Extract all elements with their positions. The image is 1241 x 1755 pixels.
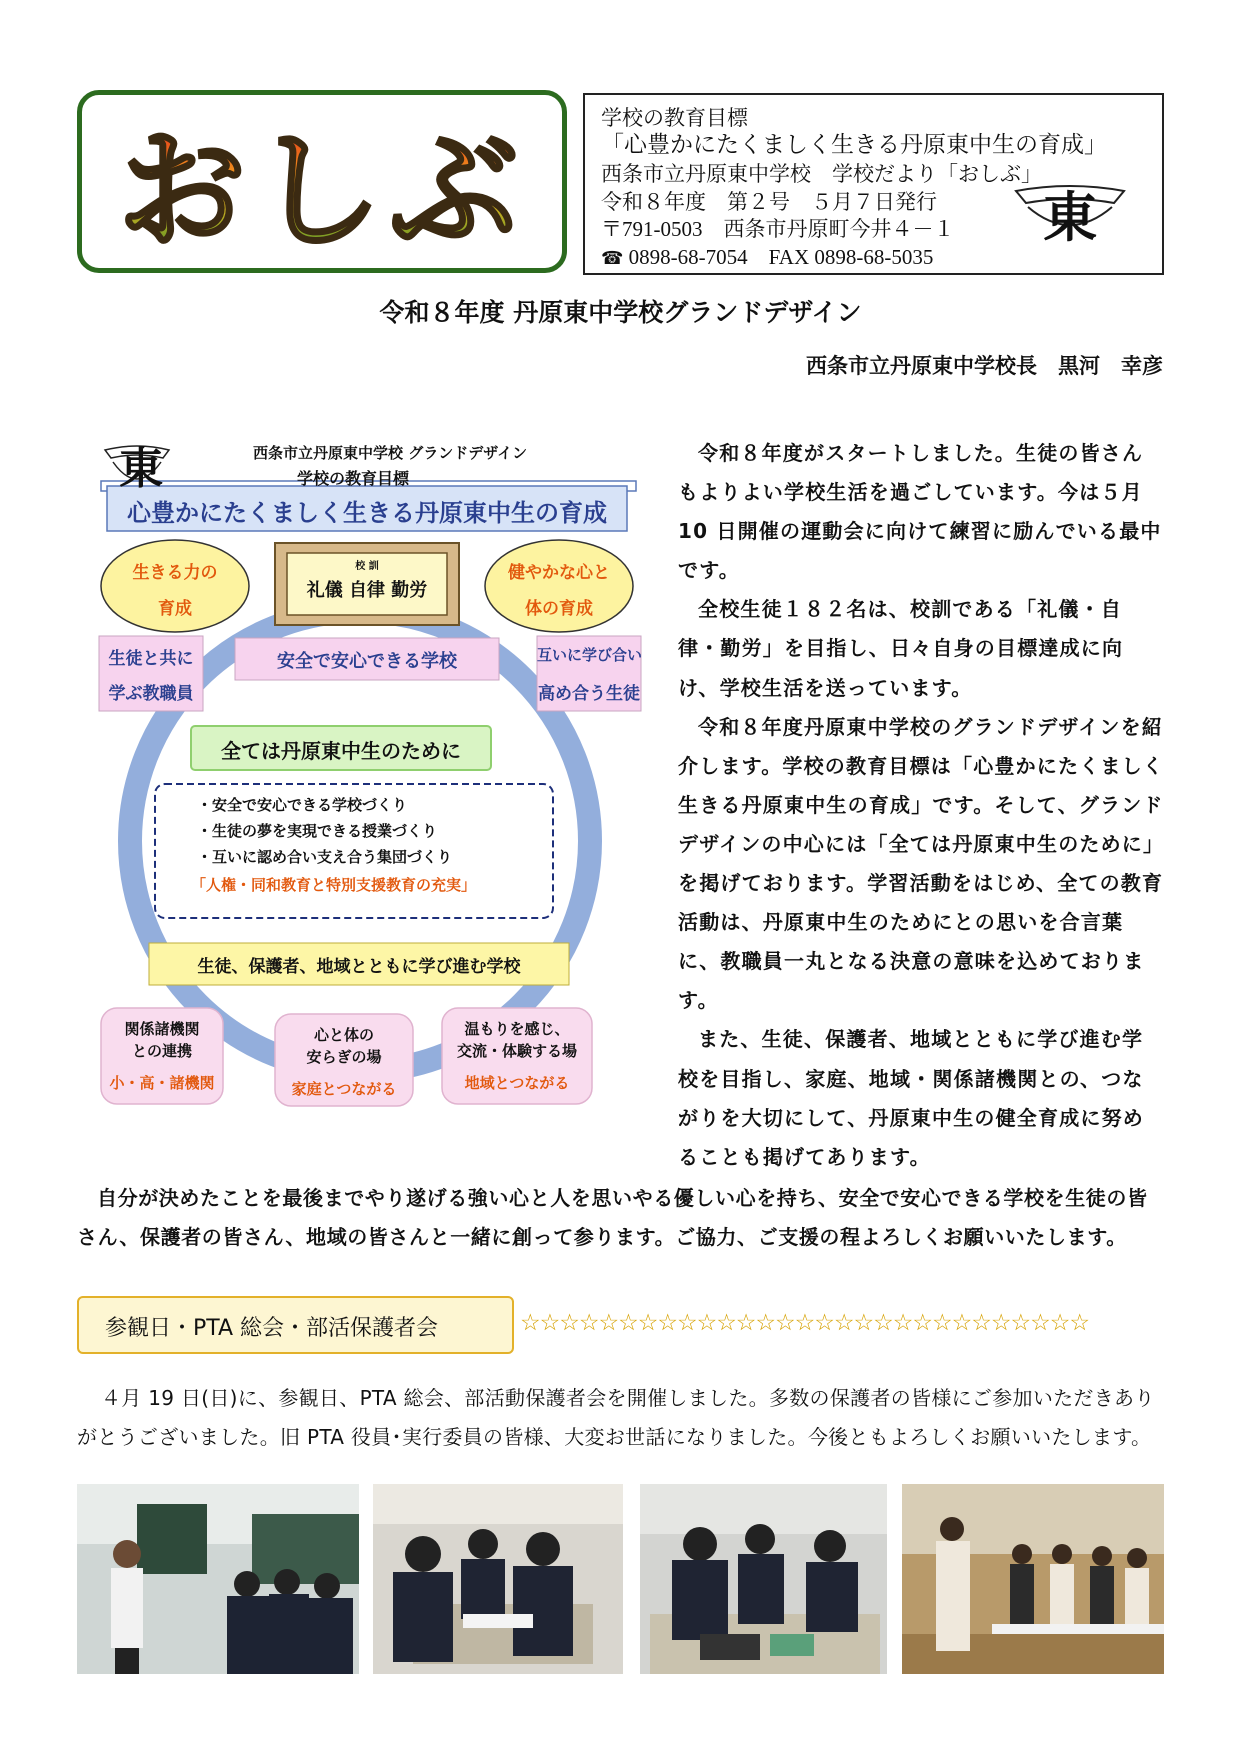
bottom-center-line1: 心と体の xyxy=(313,1026,374,1044)
bottom-center-line3: 家庭とつながる xyxy=(291,1080,397,1098)
photo-classroom-presentation xyxy=(77,1484,359,1674)
photo-gym-meeting xyxy=(902,1484,1164,1674)
article-author: 西条市立丹原東中学校長 黒河 幸彦 xyxy=(806,354,1163,378)
goal-text: 「心豊かにたくましく生きる丹原東中生の育成」 xyxy=(601,132,1107,157)
center-box: 安全で安心できる学校 xyxy=(277,651,457,672)
photo-laptop-lesson xyxy=(640,1484,887,1674)
bottom-left-line2: との連携 xyxy=(131,1042,192,1060)
bottom-left-line3: 小・高・諸機関 xyxy=(109,1074,215,1092)
goal-label: 学校の教育目標 xyxy=(601,106,748,130)
bottom-left-line1: 関係諸機関 xyxy=(124,1020,200,1038)
section-header-pta xyxy=(77,1296,514,1354)
contact-numbers: 0898-68-7054 FAX 0898-68-5035 xyxy=(628,245,934,269)
phone-icon: ☎ xyxy=(601,248,624,268)
article-headline: 令和８年度 丹原東中学校グランドデザイン xyxy=(379,298,862,327)
diagram-emblem-char: 東 xyxy=(119,443,163,494)
bottom-right-line1: 温もりを感じ、 xyxy=(464,1020,570,1038)
photo-group-discussion xyxy=(373,1484,623,1674)
newsletter-logo xyxy=(77,90,567,273)
star-divider: ☆☆☆☆☆☆☆☆☆☆☆☆☆☆☆☆☆☆☆☆☆☆☆☆☆☆☆☆☆ xyxy=(520,1310,1089,1336)
pta-paragraph: ４月 19 日(日)に、参観日、PTA 総会、部活動保護者会を開催しました。多数の保護者の皆様にご参加いただきありがとうございました。旧 PTA 役員･実行委員の皆様、大変お世話になりました。今後ともよろしくお願いいたします。 xyxy=(77,1386,1155,1449)
list-item-1: ・安全で安心できる学校づくり xyxy=(197,796,408,814)
pta-body xyxy=(77,1379,1164,1457)
ellipse-left-line1: 生きる力の xyxy=(132,563,218,583)
emblem-char: 東 xyxy=(1043,185,1097,249)
diagram-goal-banner: 心豊かにたくましく生きる丹原東中生の育成 xyxy=(127,499,607,527)
school-info-box xyxy=(583,93,1164,275)
right-box-line1: 互いに学び合い xyxy=(537,646,643,664)
right-box-line2: 高め合う生徒 xyxy=(538,684,640,704)
motto-text: 礼儀 自律 勤労 xyxy=(306,580,428,601)
bottom-right-line3: 地域とつながる xyxy=(464,1074,570,1092)
bottom-right-line2: 交流・体験する場 xyxy=(456,1042,577,1060)
article-paragraph: また、生徒、保護者、地域とともに学び進む学校を目指し、家庭、地域・関係諸機関との、つながりを大切にして、丹原東中生の健全育成に努めることも掲げてあります。 xyxy=(678,1027,1144,1169)
article-paragraph: 全校生徒１８２名は、校訓である「礼儀・自律・勤労」を目指し、日々自身の目標達成に向け、学校生活を送っています。 xyxy=(678,597,1124,700)
diagram-title: 西条市立丹原東中学校 グランドデザイン xyxy=(253,444,528,462)
left-box-line1: 生徒と共に xyxy=(108,649,194,669)
diagram-subtitle: 学校の教育目標 xyxy=(297,469,410,488)
section-title: 参観日・PTA 総会・部活保護者会 xyxy=(105,1316,439,1341)
left-box-line2: 学ぶ教職員 xyxy=(108,684,194,704)
article-closing xyxy=(77,1179,1164,1257)
motto-label: 校 訓 xyxy=(355,561,379,572)
article-paragraph: 令和８年度丹原東中学校のグランドデザインを紹介します。学校の教育目標は「心豊かにたくましく生きる丹原東中生の育成」です。そして、グランドデザインの中心には「全ては丹原東中生のために」を掲げております。学習活動をはじめ、全ての教育活動は、丹原東中生のためにとの思いを合言葉に、教職員一丸となる決意の意味を込めております。 xyxy=(678,714,1164,1013)
list-item-3: ・互いに認め合い支え合う集団づくり xyxy=(197,848,453,866)
contact-line xyxy=(601,244,933,271)
article-paragraph: 令和８年度がスタートしました。生徒の皆さんもよりよい学校生活を過ごしています。今は５月 10 日開催の運動会に向けて練習に励んでいる最中です。 xyxy=(678,441,1162,583)
bottom-bar: 生徒、保護者、地域とともに学び進む学校 xyxy=(197,957,521,977)
school-emblem xyxy=(1010,173,1130,263)
closing-paragraph: 自分が決めたことを最後までやり遂げる強い心と人を思いやる優しい心を持ち、安全で安心できる学校を生徒の皆さん、保護者の皆さん、地域の皆さんと一緒に創って参ります。ご協力、ご支援の程よろしくお願いいたします。 xyxy=(77,1186,1148,1249)
newsletter-name: 西条市立丹原東中学校 学校だより「おしぶ」 xyxy=(601,162,1042,186)
ellipse-left-line2: 育成 xyxy=(158,599,192,619)
bottom-center-line2: 安らぎの場 xyxy=(306,1048,382,1066)
address: 〒791-0503 西条市丹原町今井４－１ xyxy=(601,217,955,241)
logo-text: おしぶ xyxy=(117,117,527,266)
article-body xyxy=(678,434,1164,1177)
ellipse-right-line2: 体の育成 xyxy=(525,599,593,619)
list-highlight: 「人権・同和教育と特別支援教育の充実」 xyxy=(191,876,477,894)
center-slogan: 全ては丹原東中生のために xyxy=(221,739,461,763)
list-item-2: ・生徒の夢を実現できる授業づくり xyxy=(197,822,438,840)
ellipse-right-line1: 健やかな心と xyxy=(508,563,610,583)
issue-info: 令和８年度 第２号 ５月７日発行 xyxy=(601,190,937,214)
grand-design-diagram xyxy=(97,436,642,1131)
